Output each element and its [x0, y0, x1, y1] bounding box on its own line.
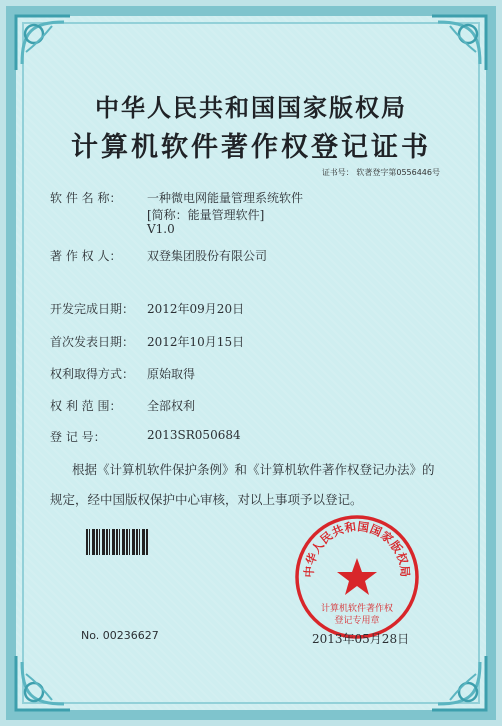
seal-inner-line-2: 登记专用章 — [334, 616, 380, 626]
serial-number: No. 00236627 — [81, 629, 159, 642]
field-value: 双登集团股份有限公司 — [147, 249, 268, 263]
official-seal — [292, 512, 422, 642]
field-label: 软 件 名 称： — [50, 191, 122, 205]
field-completion-date — [50, 300, 245, 317]
field-rights-scope — [50, 397, 196, 414]
field-value: V1.0 — [147, 222, 175, 236]
seal-inner-line-1: 计算机软件著作权 — [320, 604, 394, 614]
issuing-authority-title: 中华人民共和国国家版权局 — [95, 94, 407, 122]
field-value: 一种微电网能量管理系统软件 — [147, 191, 304, 205]
issue-date: 2013年05月28日 — [312, 632, 410, 646]
field-value: 2013SR050684 — [147, 428, 241, 442]
field-label: 权 利 范 围： — [50, 399, 122, 413]
field-first-publish-date — [50, 333, 245, 350]
field-short-name — [50, 206, 265, 222]
certificate-number-label: 证书号： — [321, 168, 354, 177]
field-value: 原始取得 — [147, 367, 196, 381]
corner-ornament-bottom-right — [428, 652, 490, 714]
field-label: 著 作 权 人： — [50, 249, 122, 263]
certificate-title: 计算机软件著作权登记证书 — [71, 132, 431, 163]
field-label: 开发完成日期： — [50, 302, 135, 316]
field-label: 登 记 号： — [50, 430, 106, 444]
field-value: 全部权利 — [147, 399, 196, 413]
corner-ornament-top-left — [12, 12, 74, 74]
field-registration-number — [50, 428, 241, 445]
field-value: 2012年09月20日 — [147, 302, 245, 316]
field-acquisition-method — [50, 365, 196, 382]
field-software-name — [50, 189, 304, 206]
certificate-number-value: 软著登字第0556446号 — [356, 168, 440, 177]
statement-line-2: 规定，经中国版权保护中心审核，对以上事项予以登记。 — [50, 492, 363, 507]
corner-ornament-top-right — [428, 12, 490, 74]
field-label: 首次发表日期： — [50, 335, 135, 349]
certificate-number — [322, 167, 440, 178]
field-copyright-owner — [50, 247, 268, 264]
seal-ring-text: 中华人民共和国国家版权局 — [301, 519, 413, 578]
field-label: 权利取得方式： — [50, 367, 135, 381]
certification-statement — [50, 455, 460, 515]
field-value: 2012年10月15日 — [147, 335, 245, 349]
statement-line-1: 根据《计算机软件保护条例》和《计算机软件著作权登记办法》的 — [72, 462, 435, 477]
field-value: [简称：能量管理软件] — [147, 208, 265, 222]
seal-star-icon — [337, 558, 377, 595]
corner-ornament-bottom-left — [12, 652, 74, 714]
barcode — [86, 529, 148, 555]
field-version — [50, 222, 175, 236]
